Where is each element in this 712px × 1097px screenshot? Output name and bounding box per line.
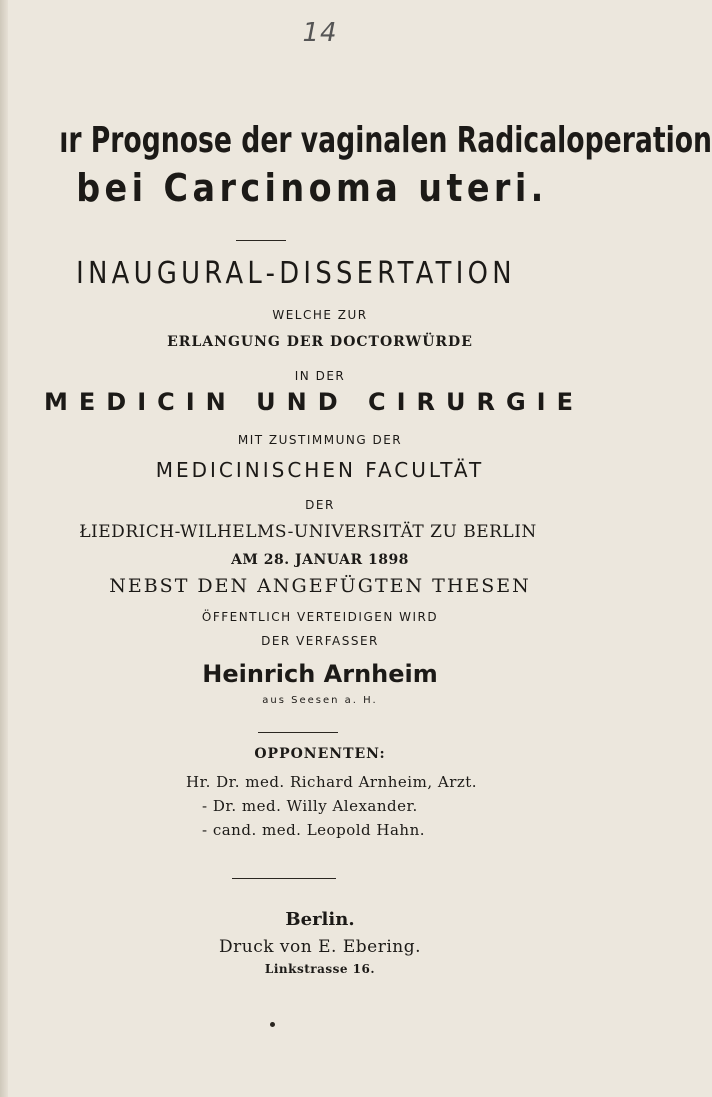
opponent-item: - cand. med. Leopold Hahn. bbox=[202, 821, 425, 839]
title-line-1: ır Prognose der vaginalen Radicaloperation bbox=[59, 120, 712, 161]
oeffentlich-text: ÖFFENTLICH VERTEIDIGEN WIRD bbox=[201, 610, 439, 624]
verfasser-text: DER VERFASSER bbox=[261, 634, 379, 648]
der-text: DER bbox=[305, 498, 335, 512]
subject-heading: MEDICIN UND CIRURGIE bbox=[44, 388, 584, 416]
author-origin: aus Seesen a. H. bbox=[262, 695, 378, 706]
in-der-text: IN DER bbox=[294, 369, 346, 383]
printer-city: Berlin. bbox=[285, 909, 355, 930]
title-line-2: bei Carcinoma uteri. bbox=[76, 166, 548, 210]
theses-line: NEBST DEN ANGEFÜGTEN THESEN bbox=[109, 575, 531, 597]
printer-name: Druck von E. Ebering. bbox=[219, 937, 421, 957]
divider-top bbox=[236, 240, 286, 241]
handwritten-number: 14 bbox=[302, 18, 338, 48]
author-name: Heinrich Arnheim bbox=[202, 660, 438, 688]
opponent-item: Hr. Dr. med. Richard Arnheim, Arzt. bbox=[186, 773, 478, 791]
defense-date: AM 28. JANUAR 1898 bbox=[231, 552, 409, 568]
dissertation-heading: INAUGURAL-DISSERTATION bbox=[76, 256, 516, 291]
opponent-item: - Dr. med. Willy Alexander. bbox=[202, 797, 418, 815]
opponents-heading: OPPONENTEN: bbox=[254, 746, 386, 762]
erlangung-text: ERLANGUNG DER DOCTORWÜRDE bbox=[167, 334, 473, 350]
printer-address: Linkstrasse 16. bbox=[264, 962, 376, 976]
ink-speck bbox=[270, 1022, 275, 1027]
binding-edge bbox=[0, 0, 8, 1097]
faculty-name: MEDICINISCHEN FACULTÄT bbox=[155, 458, 485, 482]
university-name: ŁIEDRICH-WILHELMS-UNIVERSITÄT ZU BERLIN bbox=[79, 522, 537, 542]
divider-bottom bbox=[232, 878, 336, 879]
welche-zur-text: WELCHE ZUR bbox=[272, 308, 368, 322]
mit-zustimmung-text: MIT ZUSTIMMUNG DER bbox=[237, 433, 403, 447]
divider-middle bbox=[258, 732, 338, 733]
